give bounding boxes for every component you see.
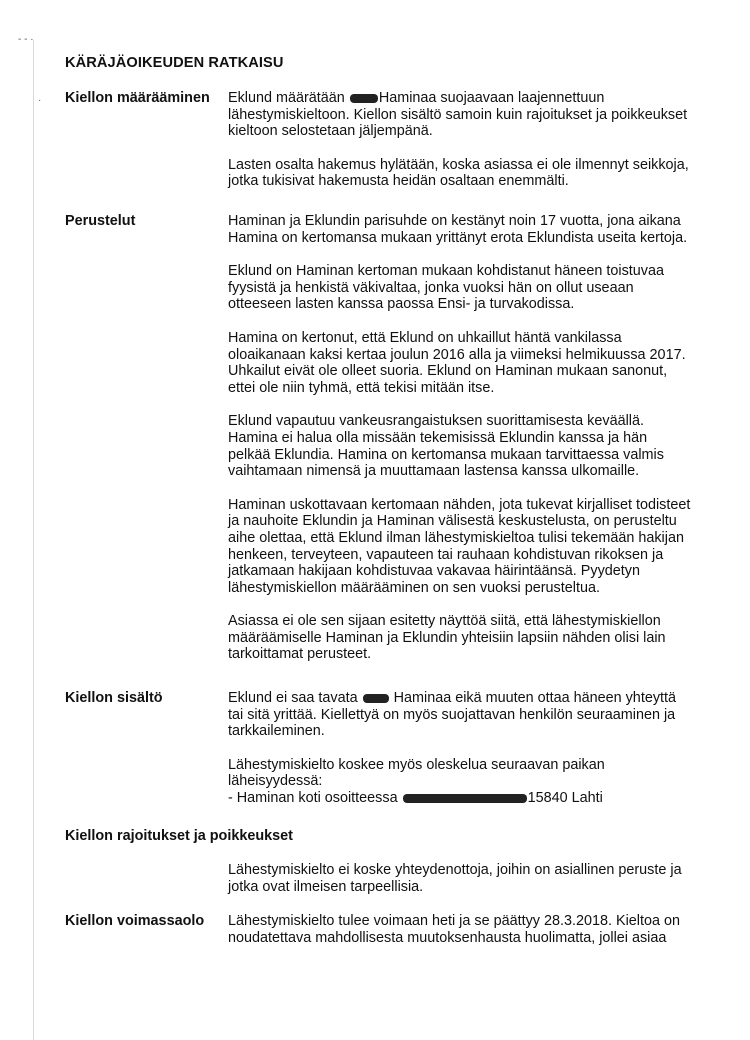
text-line: Asiassa ei ole sen sijaan esitetty näyttöä siitä, että lähestymiskiellon (228, 613, 661, 630)
text-line: Lähestymiskielto koskee myös oleskelua seuraavan paikan (228, 756, 605, 773)
section-label: Perustelut (65, 213, 136, 229)
text-line: Eklund määrätään Haminaa suojaavaan laajennettuun (228, 90, 605, 106)
section-label: Kiellon voimassaolo (65, 913, 205, 929)
text-line: jotka tukisivat hakemusta heidän osaltaan enemmälti. (228, 173, 569, 190)
text-line: oloaikanaan kaksi kertaa joulun 2016 alla ja viimeksi helmikuussa 2017. (228, 346, 686, 363)
text-line: Hamina on kertomansa mukaan yrittänyt erota Eklundista useita kertoja. (228, 229, 688, 246)
text-line: lähestymiskiellon määrääminen on sen vuoksi perusteltua. (228, 579, 600, 596)
paragraph (228, 913, 715, 946)
margin-mark: ‐ ‑ · (18, 34, 34, 45)
section-label: Kiellon rajoitukset ja poikkeukset (65, 828, 293, 844)
text-line: fyysistä ja henkistä väkivaltaa, jonka vuoksi hän on ollut useaan (228, 279, 634, 296)
page-edge (33, 40, 34, 1040)
text-line: tarkkaileminen. (228, 723, 325, 740)
text-line: Lähestymiskielto tulee voimaan heti ja se päättyy 28.3.2018. Kieltoa on (228, 913, 680, 929)
text-line: jotka ovat ilmeisen tarpeellisia. (228, 878, 424, 895)
text-line: Eklund vapautuu vankeusrangaistuksen suorittamisesta keväällä. (228, 413, 644, 430)
text-line: Haminan ja Eklundin parisuhde on kestänyt noin 17 vuotta, jona aikana (228, 213, 681, 229)
paragraph (228, 157, 715, 190)
paragraph (228, 90, 715, 140)
text-line: pelkää Eklundia. Hamina on kertomansa mukaan tarvittaessa valmis (228, 446, 664, 463)
section-body (228, 690, 715, 824)
paragraph (228, 330, 715, 396)
text-line: henkeen, terveyteen, vapauteen tai rauhaan kohdistuvan rikoksen ja (228, 546, 664, 563)
paragraph (228, 757, 715, 807)
text-line: Eklund ei saa tavata Haminaa eikä muuten ottaa häneen yhteyttä (228, 690, 677, 706)
section-label: Kiellon määrääminen (65, 90, 210, 106)
paragraph (228, 213, 715, 246)
redaction-mark (363, 694, 389, 703)
text-line: ja nauhoite Eklundin ja Haminan välisestä keskustelusta, on perusteltu (228, 513, 677, 530)
section-body (228, 862, 715, 912)
paragraph (228, 497, 715, 597)
paragraph (228, 613, 715, 663)
paragraph (228, 263, 715, 313)
text-line: tarkoittamat perusteet. (228, 646, 372, 663)
text-line: Hamina ei halua olla missään tekemisissä Eklundin kanssa ja hän (228, 429, 648, 446)
text-line: määräämiselle Haminan ja Eklundin yhteisiin lapsiin nähden olisi lain (228, 629, 666, 646)
redaction-mark (403, 794, 527, 803)
text-line: Haminan uskottavaan kertomaan nähden, jota tukevat kirjalliset todisteet (228, 496, 691, 513)
section-body (228, 913, 715, 963)
redaction-mark (350, 94, 378, 103)
paragraph (228, 413, 715, 479)
text-line: tai sitä yrittää. Kiellettyä on myös suojattavan henkilön seuraaminen ja (228, 706, 676, 723)
section-body (228, 213, 715, 680)
document-title: KÄRÄJÄOIKEUDEN RATKAISU (65, 55, 284, 71)
paragraph (228, 690, 715, 740)
text-line: Hamina on kertonut, että Eklund on uhkaillut häntä vankilassa (228, 329, 622, 346)
text-line: lähestymiskieltoon. Kiellon sisältö samoin kuin rajoitukset ja poikkeukset (228, 106, 688, 123)
text-line: noudatettava mahdollisesta muutoksenhausta huolimatta, jollei asiaa (228, 929, 667, 946)
text-line: Uhkailut eivät ole olleet suoria. Eklund on Haminan mukaan sanonut, (228, 363, 668, 380)
margin-mark: · (38, 95, 42, 106)
text-line: Eklund on Haminan kertoman mukaan kohdistanut häneen toistuvaa (228, 263, 664, 280)
text-line: vaihtamaan nimensä ja muuttamaan lastensa kanssa ulkomaille. (228, 463, 640, 480)
section-body (228, 90, 715, 207)
text-line: jatkamaan hakijaan kohdistuvaa vakavaa häirintäänsä. Pyydetyn (228, 563, 640, 580)
text-line: - Haminan koti osoitteessa 15840 Lahti (228, 789, 603, 806)
text-line: aihe olettaa, että Eklund ilman lähestymiskieltoa tulisi tekemään hakijan (228, 529, 684, 546)
text-line: ettei ole niin tyhmä, että tekisi mitään itse. (228, 379, 495, 396)
text-line: otteeseen lasten kanssa paossa Ensi- ja turvakodissa. (228, 296, 575, 313)
text-line: Lasten osalta hakemus hylätään, koska asiassa ei ole ilmennyt seikkoja, (228, 156, 689, 173)
paragraph (228, 862, 715, 895)
text-line: läheisyydessä: (228, 773, 323, 790)
text-line: Lähestymiskielto ei koske yhteydenottoja, joihin on asiallinen peruste ja (228, 862, 682, 878)
text-line: kieltoon selostetaan jäljempänä. (228, 123, 433, 140)
section-label: Kiellon sisältö (65, 690, 163, 706)
